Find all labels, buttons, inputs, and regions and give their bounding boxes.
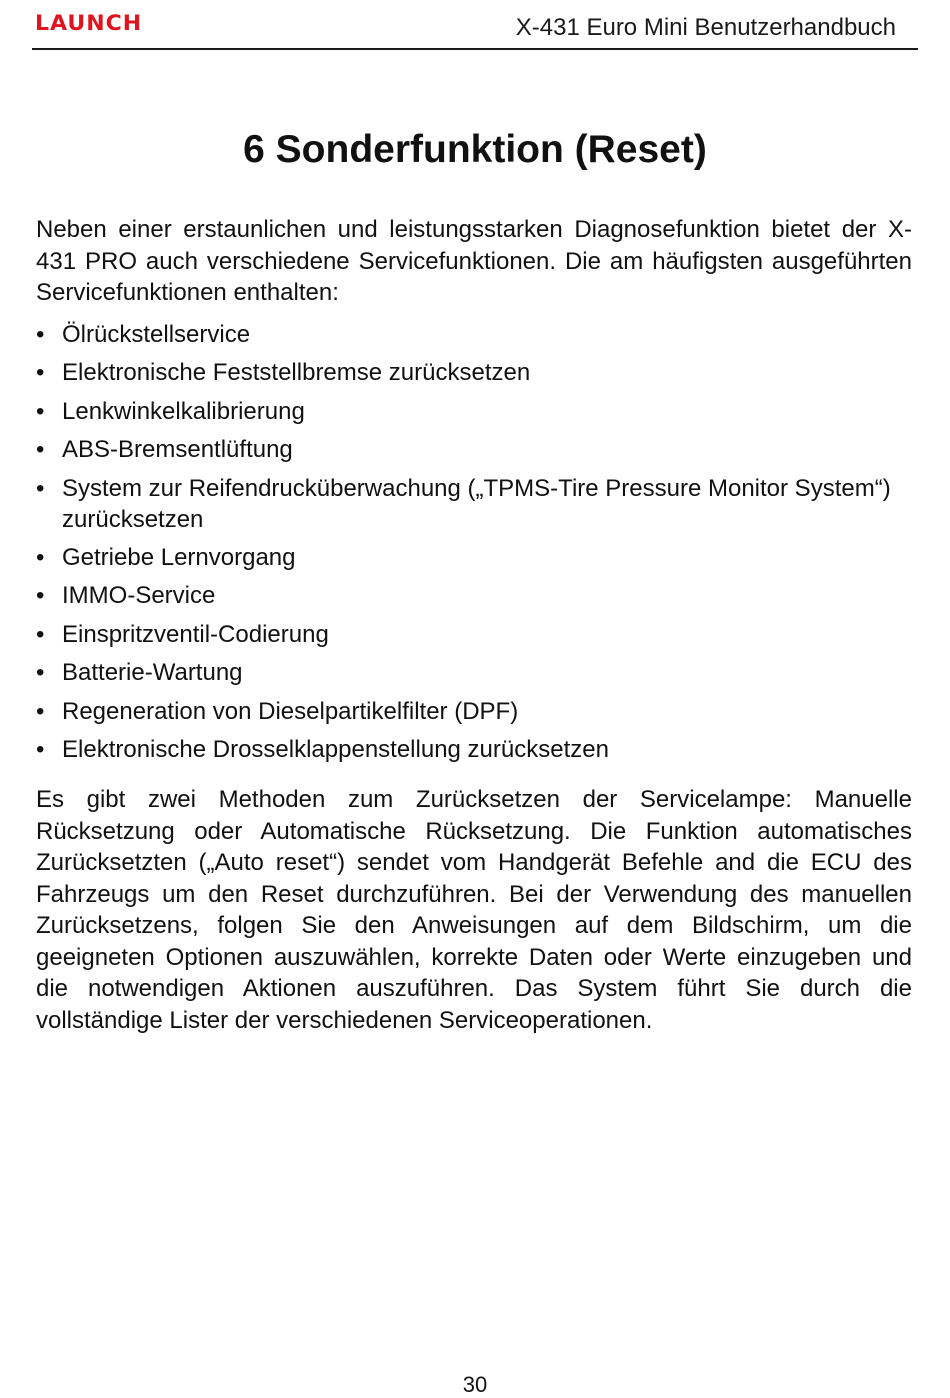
bullet-icon: • [36, 321, 45, 348]
service-function-item [36, 580, 926, 611]
service-function-item [36, 619, 926, 650]
service-function-item [36, 734, 926, 765]
service-function-label: Ölrückstellservice [62, 321, 251, 348]
bullet-icon: • [36, 582, 45, 610]
service-function-label: ABS-Bremsentlüftung [62, 436, 293, 464]
service-function-item [36, 473, 926, 535]
bullet-icon: • [36, 543, 45, 571]
intro-paragraph: Neben einer erstaunlichen und leistungsstarken Diagnosefunktion bietet der X-431 PRO auch verschiedene Servicefunktionen. Die am häufigsten ausgeführten Servicefunktionen enthalten: [36, 216, 912, 306]
service-function-item [36, 396, 926, 427]
service-function-label: Batterie-Wartung [62, 659, 243, 687]
manual-title: X-431 Euro Mini Benutzerhandbuch [515, 14, 896, 41]
service-function-label: IMMO-Service [62, 582, 216, 610]
bullet-icon: • [36, 697, 45, 725]
launch-logo: LAUNCH [35, 12, 143, 36]
reset-methods-paragraph: Es gibt zwei Methoden zum Zurücksetzen der Servicelampe: Manuelle Rücksetzung oder Automatische Rücksetzung. Die Funktion automatisches Zurücksetzten („Auto reset“) sendet vom Handgerät Befehle and die ECU des Fahrzeugs um den Reset durchzuführen. Bei der Verwendung des manuellen Zurücksetzens, folgen Sie den Anweisungen auf dem Bildschirm, um die geeigneten Optionen auszuwählen, korrekte Daten oder Werte einzugeben und die notwendigen Aktionen auszuführen. Das System führt Sie durch die vollständige Lister der verschiedenen Serviceoperationen. [36, 786, 912, 1034]
service-function-item [36, 542, 926, 573]
bullet-icon: • [36, 397, 45, 425]
page-header [32, 0, 918, 50]
bullet-icon: • [36, 436, 45, 464]
service-function-item [36, 434, 926, 465]
service-function-label: Einspritzventil-Codierung [62, 620, 329, 648]
service-function-item [36, 319, 926, 350]
service-function-label: Elektronische Drosselklappenstellung zurücksetzen [62, 735, 609, 763]
bullet-icon: • [36, 735, 45, 763]
service-function-item [36, 696, 926, 727]
service-function-label: Getriebe Lernvorgang [62, 543, 296, 571]
service-function-label: Elektronische Feststellbremse zurücksetzen [62, 359, 531, 387]
service-function-list [36, 319, 926, 772]
bullet-icon: • [36, 659, 45, 687]
service-function-label: Lenkwinkelkalibrierung [62, 397, 305, 425]
chapter-title: 6 Sonderfunktion (Reset) [243, 128, 707, 171]
bullet-icon: • [36, 620, 45, 648]
page-number: 30 [462, 1372, 488, 1397]
service-function-label: Regeneration von Dieselpartikelfilter (DPF) [62, 697, 519, 725]
bullet-icon: • [36, 474, 45, 502]
service-function-item [36, 657, 926, 688]
service-function-item [36, 357, 926, 388]
service-function-label: System zur Reifendrucküberwachung („TPMS-Tire Pressure Monitor System“) zurücksetzen [62, 474, 891, 533]
bullet-icon: • [36, 359, 45, 387]
